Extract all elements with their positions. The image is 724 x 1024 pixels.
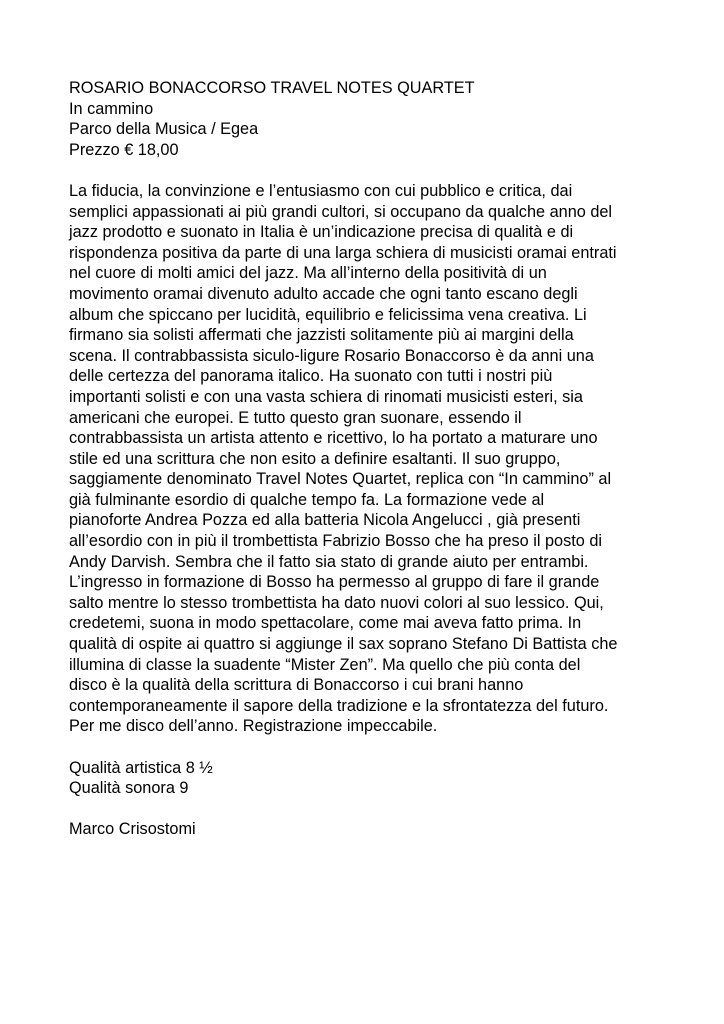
review-line: stile ed una scrittura che non esito a definire esaltanti. Il suo gruppo, xyxy=(69,449,561,468)
review-line: disco è la qualità della scrittura di Bonaccorso i cui brani hanno xyxy=(69,676,524,695)
review-line: nel cuore di molti amici del jazz. Ma all’interno della positività di un xyxy=(69,264,547,283)
review-line: Andy Darvish. Sembra che il fatto sia stato di grande aiuto per entrambi. xyxy=(69,552,589,571)
review-line: americani che europei. E tutto questo gran suonare, essendo il xyxy=(69,408,522,427)
review-line: scena. Il contrabbassista siculo-ligure Rosario Bonaccorso è da anni una xyxy=(69,346,594,365)
artistic-quality-rating: Qualità artistica 8 ½ xyxy=(69,758,213,777)
review-line: jazz prodotto e suonato in Italia è un’indicazione precisa di qualità e di xyxy=(69,223,574,242)
review-line: contrabbassista un artista attento e ricettivo, lo ha portato a maturare uno xyxy=(69,429,598,448)
review-line: qualità di ospite ai quattro si aggiunge il sax soprano Stefano Di Battista che xyxy=(69,635,618,654)
review-line: salto mentre lo stesso trombettista ha dato nuovi colori al suo lessico. Qui, xyxy=(69,593,604,612)
author-signature: Marco Crisostomi xyxy=(69,820,196,839)
review-line: firmano sia solisti affermati che jazzisti solitamente più ai margini della xyxy=(69,326,574,345)
review-line: album che spiccano per lucidità, equilibrio e felicissima vena creativa. Li xyxy=(69,305,587,324)
review-line: all’esordio con in più il trombettista Fabrizio Bosso che ha preso il posto di xyxy=(69,532,603,551)
review-line: La fiducia, la convinzione e l’entusiasmo con cui pubblico e critica, dai xyxy=(69,181,573,200)
review-line: illumina di classe la suadente “Mister Zen”. Ma quello che più conta del xyxy=(69,655,581,674)
album-header xyxy=(69,78,689,160)
spacer xyxy=(69,160,689,181)
review-line: Per me disco dell’anno. Registrazione impeccabile. xyxy=(69,717,438,736)
spacer xyxy=(69,737,689,758)
review-line: pianoforte Andrea Pozza ed alla batteria Nicola Angelucci , già presenti xyxy=(69,511,581,530)
review-line: L’ingresso in formazione di Bosso ha permesso al gruppo di fare il grande xyxy=(69,573,600,592)
spacer xyxy=(69,799,689,820)
review-line: rispondenza positiva da parte di una larga schiera di musicisti oramai entrati xyxy=(69,243,617,262)
ratings xyxy=(69,758,689,799)
album-title: In cammino xyxy=(69,99,154,118)
review-line: importanti solisti e con una vasta schiera di rinomati musicisti esteri, sia xyxy=(69,387,583,406)
review-line: movimento oramai divenuto adulto accade che ogni tanto escano degli xyxy=(69,284,578,303)
review-line: credetemi, suona in modo spettacolare, come mai aveva fatto prima. In xyxy=(69,614,582,633)
price: Prezzo € 18,00 xyxy=(69,140,179,159)
artist-title: ROSARIO BONACCORSO TRAVEL NOTES QUARTET xyxy=(69,79,475,97)
review-line: delle certezza del panorama italico. Ha suonato con tutti i nostri più xyxy=(69,367,553,386)
review-line: semplici appassionati ai più grandi cultori, si occupano da qualche anno del xyxy=(69,202,613,221)
review-document xyxy=(69,78,689,840)
record-label: Parco della Musica / Egea xyxy=(69,120,259,139)
sound-quality-rating: Qualità sonora 9 xyxy=(69,779,189,798)
review-body xyxy=(69,181,689,737)
review-line: saggiamente denominato Travel Notes Quartet, replica con “In cammino” al xyxy=(69,470,612,489)
review-line: già fulminante esordio di qualche tempo fa. La formazione vede al xyxy=(69,490,545,509)
review-line: contemporaneamente il sapore della tradizione e la sfrontatezza del futuro. xyxy=(69,696,609,715)
